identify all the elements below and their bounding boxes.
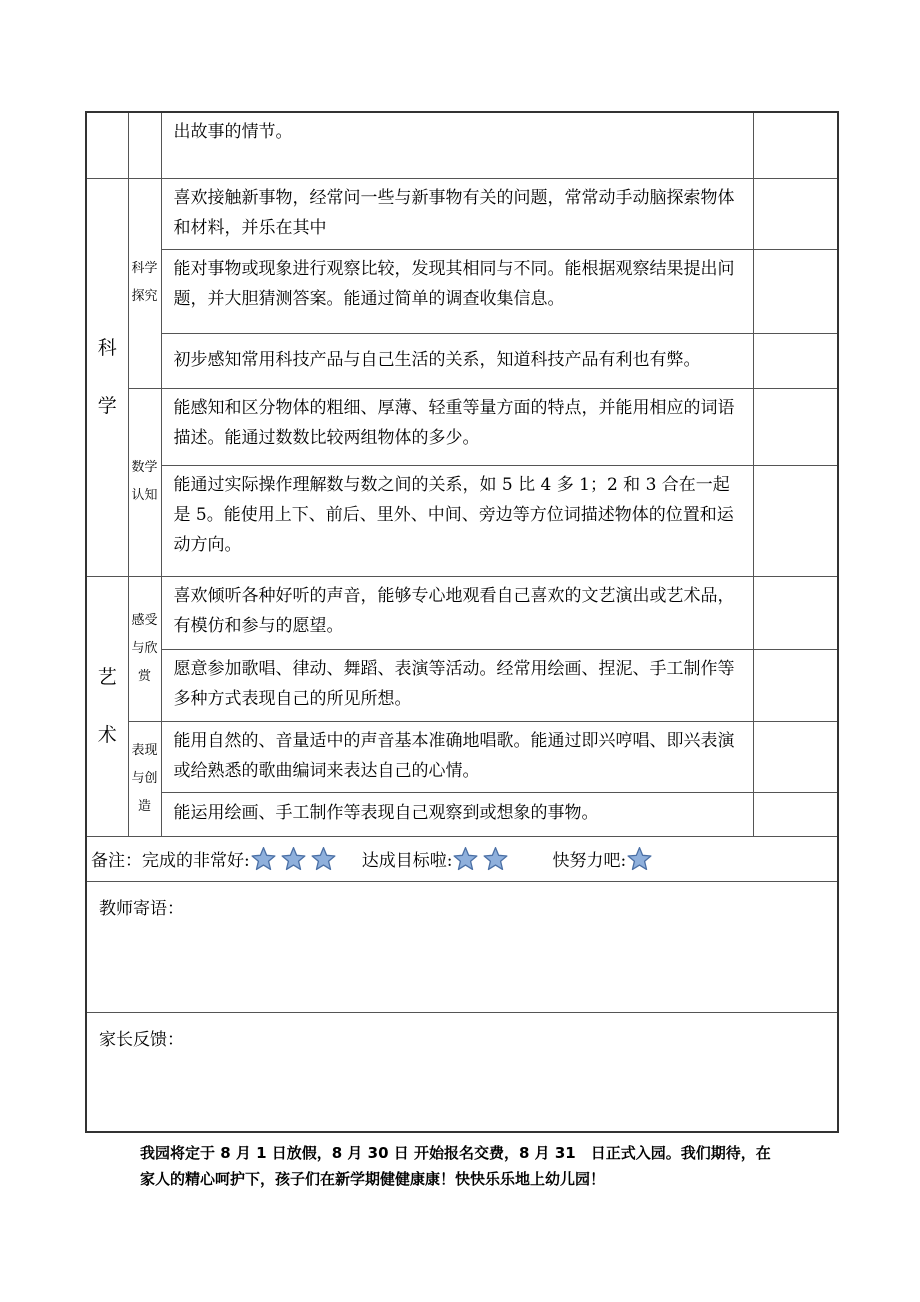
content-cell: 能通过实际操作理解数与数之间的关系，如 5 比 4 多 1；2 和 3 合在一起是 5。能使用上下、前后、里外、中间、旁边等方位词描述物体的位置和运动方向。 bbox=[161, 465, 753, 576]
table-row bbox=[86, 465, 838, 576]
star-icon bbox=[626, 846, 653, 872]
rating-cell bbox=[753, 388, 838, 465]
table-row bbox=[86, 333, 838, 388]
parent-feedback-row bbox=[86, 1012, 838, 1132]
content-cell: 能运用绘画、手工制作等表现自己观察到或想象的事物。 bbox=[161, 792, 753, 836]
teacher-comment-cell[interactable] bbox=[86, 881, 838, 1012]
sub-perception-appreciation: 感受 与欣 赏 bbox=[128, 576, 161, 721]
content-cell: 喜欢接触新事物，经常问一些与新事物有关的问题，常常动手动脑探索物体和材料，并乐在其中 bbox=[161, 178, 753, 249]
content-cell: 能用自然的、音量适中的声音基本准确地唱歌。能通过即兴哼唱、即兴表演或给熟悉的歌曲编词来表达自己的心情。 bbox=[161, 721, 753, 792]
table-row bbox=[86, 112, 838, 178]
rating-cell bbox=[753, 465, 838, 576]
remark-level1-label: 完成的非常好: bbox=[142, 851, 250, 871]
parent-feedback-label: 家长反馈： bbox=[99, 1029, 184, 1050]
teacher-comment-row bbox=[86, 881, 838, 1012]
sub-cell-empty bbox=[128, 112, 161, 178]
sub-expression-creation: 表现 与创 造 bbox=[128, 721, 161, 836]
evaluation-table bbox=[85, 111, 839, 1133]
table-row bbox=[86, 388, 838, 465]
content-cell: 能对事物或现象进行观察比较，发现其相同与不同。能根据观察结果提出问题，并大胆猜测答案。能通过简单的调查收集信息。 bbox=[161, 249, 753, 333]
star-icon bbox=[482, 846, 509, 872]
star-icon bbox=[452, 846, 479, 872]
rating-cell bbox=[753, 112, 838, 178]
sub-math-cognition: 数学 认知 bbox=[128, 388, 161, 576]
table-row bbox=[86, 249, 838, 333]
remark-cell bbox=[86, 836, 838, 881]
content-cell: 喜欢倾听各种好听的声音，能够专心地观看自己喜欢的文艺演出或艺术品，有模仿和参与的愿望。 bbox=[161, 576, 753, 649]
table-row bbox=[86, 576, 838, 649]
remark-level3-label: 快努力吧: bbox=[552, 851, 627, 871]
rating-cell bbox=[753, 178, 838, 249]
area-science: 科 学 bbox=[86, 178, 128, 576]
star-icon bbox=[280, 846, 307, 872]
area-cell-empty bbox=[86, 112, 128, 178]
table-row bbox=[86, 721, 838, 792]
sub-science-inquiry: 科学 探究 bbox=[128, 178, 161, 388]
remark-label: 备注： bbox=[91, 851, 142, 871]
content-cell: 出故事的情节。 bbox=[161, 112, 753, 178]
content-cell: 愿意参加歌唱、律动、舞蹈、表演等活动。经常用绘画、捏泥、手工制作等多种方式表现自己的所见所想。 bbox=[161, 649, 753, 721]
teacher-comment-label: 教师寄语： bbox=[99, 898, 184, 919]
remark-row bbox=[86, 836, 838, 881]
level2-stars bbox=[452, 846, 512, 872]
parent-feedback-cell[interactable] bbox=[86, 1012, 838, 1132]
area-art: 艺 术 bbox=[86, 576, 128, 836]
rating-cell bbox=[753, 576, 838, 649]
footer-line-2: 家人的精心呵护下，孩子们在新学期健健康康！快快乐乐地上幼儿园！ bbox=[140, 1170, 606, 1188]
level3-stars bbox=[626, 846, 656, 872]
footer-notice bbox=[140, 1140, 800, 1192]
table-row bbox=[86, 649, 838, 721]
level1-stars bbox=[250, 846, 340, 872]
table-row bbox=[86, 792, 838, 836]
content-cell: 初步感知常用科技产品与自己生活的关系，知道科技产品有利也有弊。 bbox=[161, 333, 753, 388]
rating-cell bbox=[753, 649, 838, 721]
content-cell: 能感知和区分物体的粗细、厚薄、轻重等量方面的特点，并能用相应的词语描述。能通过数数比较两组物体的多少。 bbox=[161, 388, 753, 465]
rating-cell bbox=[753, 333, 838, 388]
remark-level2-label: 达成目标啦: bbox=[361, 851, 453, 871]
rating-cell bbox=[753, 721, 838, 792]
rating-cell bbox=[753, 249, 838, 333]
rating-cell bbox=[753, 792, 838, 836]
star-icon bbox=[310, 846, 337, 872]
table-row bbox=[86, 178, 838, 249]
star-icon bbox=[250, 846, 277, 872]
footer-line-1: 我园将定于 8 月 1 日放假，8 月 30 日 开始报名交费，8 月 31 日正式入园。我们期待，在 bbox=[140, 1144, 771, 1162]
